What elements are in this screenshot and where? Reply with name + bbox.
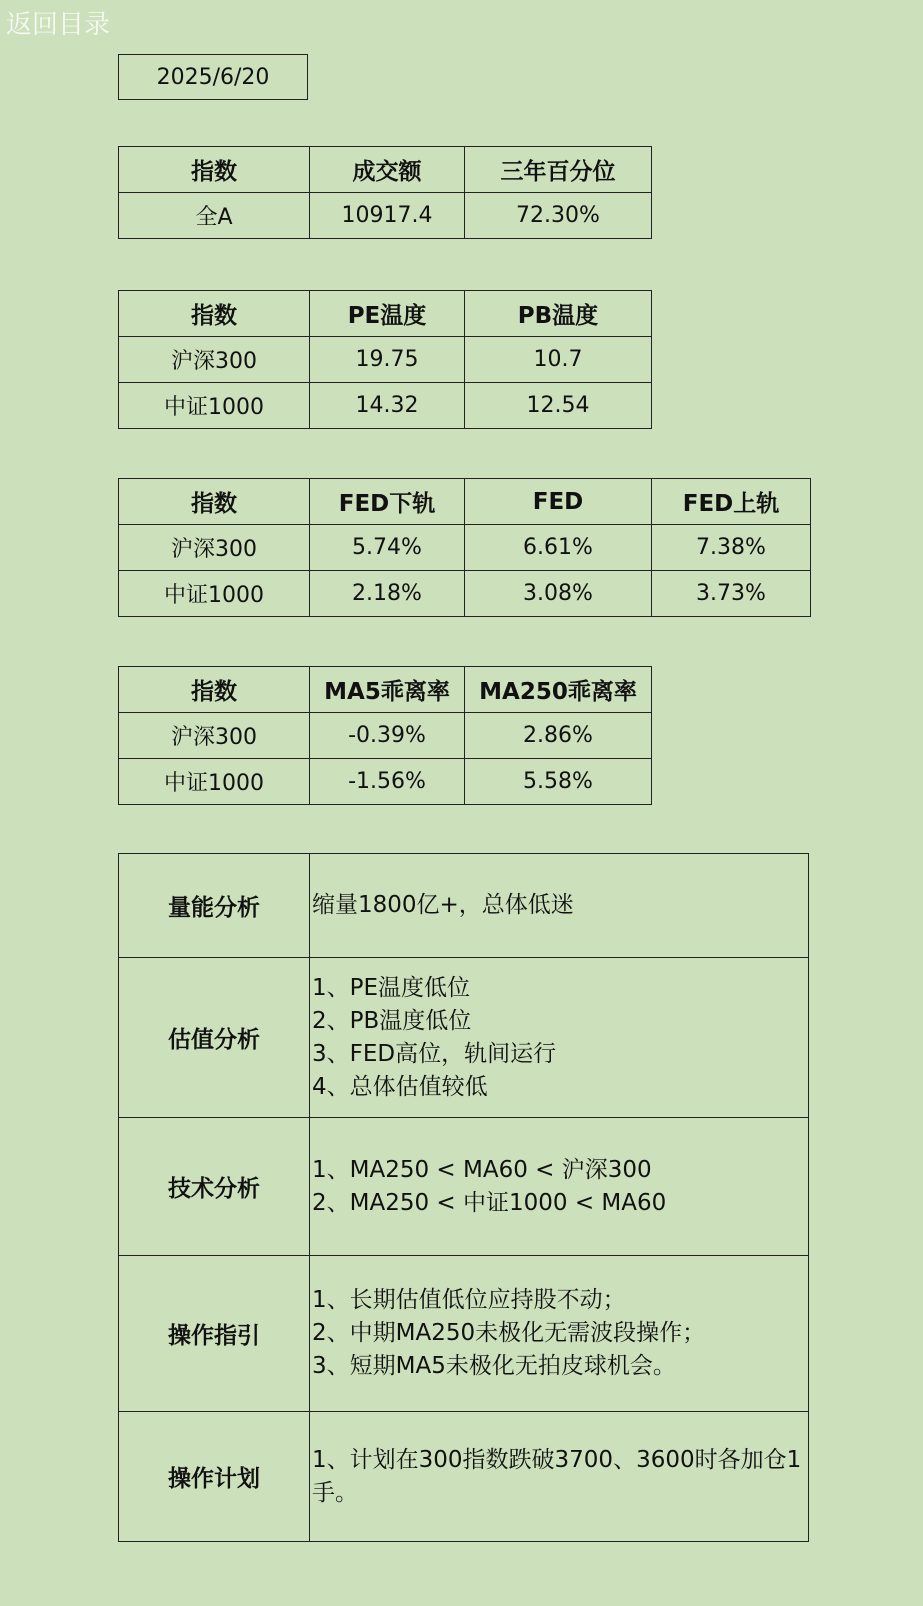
table-cell: -0.39% xyxy=(310,713,465,759)
table-cell: 7.38% xyxy=(652,525,811,571)
column-header: MA250乖离率 xyxy=(465,667,652,713)
table-cell: 5.74% xyxy=(310,525,465,571)
analysis-line: 2、PB温度低位 xyxy=(312,1007,472,1034)
temperature-table xyxy=(118,290,652,429)
table-row xyxy=(119,759,652,805)
table-row xyxy=(119,713,652,759)
table-cell: 全A xyxy=(119,193,310,239)
turnover-table xyxy=(118,146,652,239)
analysis-label: 操作指引 xyxy=(119,1256,310,1412)
analysis-row-valuation xyxy=(119,958,809,1118)
analysis-line: 4、总体估值较低 xyxy=(312,1073,488,1100)
table-row xyxy=(119,383,652,429)
column-header: FED xyxy=(465,479,652,525)
column-header: FED上轨 xyxy=(652,479,811,525)
analysis-label: 操作计划 xyxy=(119,1412,310,1542)
column-header: MA5乖离率 xyxy=(310,667,465,713)
table-cell: 3.73% xyxy=(652,571,811,617)
analysis-row-volume xyxy=(119,854,809,958)
analysis-line: 缩量1800亿+，总体低迷 xyxy=(312,892,574,918)
analysis-line: 2、中期MA250未极化无需波段操作； xyxy=(312,1320,706,1346)
analysis-label: 估值分析 xyxy=(119,958,310,1118)
table-cell: 3.08% xyxy=(465,571,652,617)
table-cell: 12.54 xyxy=(465,383,652,429)
table-cell: -1.56% xyxy=(310,759,465,805)
table-cell: 5.58% xyxy=(465,759,652,805)
column-header: PE温度 xyxy=(310,291,465,337)
column-header: 指数 xyxy=(119,667,310,713)
deviation-table xyxy=(118,666,652,805)
analysis-content xyxy=(310,854,809,958)
table-header-row xyxy=(119,667,652,713)
table-cell: 沪深300 xyxy=(119,713,310,759)
analysis-content xyxy=(310,958,809,1118)
table-row xyxy=(119,337,652,383)
analysis-line: 3、短期MA5未极化无拍皮球机会。 xyxy=(312,1353,676,1379)
fed-table xyxy=(118,478,811,617)
table-row xyxy=(119,525,811,571)
analysis-row-plan xyxy=(119,1412,809,1542)
analysis-line: 1、计划在300指数跌破3700、3600时各加仓1手。 xyxy=(312,1446,802,1506)
table-header-row xyxy=(119,291,652,337)
analysis-line: 2、MA250 < 中证1000 < MA60 xyxy=(312,1189,667,1216)
table-cell: 14.32 xyxy=(310,383,465,429)
table-row xyxy=(119,571,811,617)
table-header-row xyxy=(119,479,811,525)
column-header: PB温度 xyxy=(465,291,652,337)
column-header: 指数 xyxy=(119,147,310,193)
analysis-label: 技术分析 xyxy=(119,1118,310,1256)
date-label: 2025/6/20 xyxy=(118,54,308,100)
analysis-line: 1、PE温度低位 xyxy=(312,974,471,1001)
table-cell: 中证1000 xyxy=(119,383,310,429)
analysis-table xyxy=(118,853,809,1542)
table-cell: 10917.4 xyxy=(310,193,465,239)
analysis-line: 1、长期估值低位应持股不动； xyxy=(312,1287,626,1313)
table-cell: 2.18% xyxy=(310,571,465,617)
back-to-contents-link[interactable]: 返回目录 xyxy=(6,10,111,40)
table-cell: 10.7 xyxy=(465,337,652,383)
table-cell: 6.61% xyxy=(465,525,652,571)
table-row xyxy=(119,193,652,239)
table-cell: 沪深300 xyxy=(119,337,310,383)
table-cell: 72.30% xyxy=(465,193,652,239)
table-header-row xyxy=(119,147,652,193)
analysis-line: 1、MA250 < MA60 < 沪深300 xyxy=(312,1156,652,1183)
analysis-content xyxy=(310,1118,809,1256)
analysis-content xyxy=(310,1256,809,1412)
analysis-row-guidance xyxy=(119,1256,809,1412)
table-cell: 沪深300 xyxy=(119,525,310,571)
column-header: 指数 xyxy=(119,291,310,337)
analysis-content xyxy=(310,1412,809,1542)
table-cell: 中证1000 xyxy=(119,759,310,805)
column-header: 三年百分位 xyxy=(465,147,652,193)
table-cell: 19.75 xyxy=(310,337,465,383)
analysis-line: 3、FED高位，轨间运行 xyxy=(312,1040,557,1067)
analysis-label: 量能分析 xyxy=(119,854,310,958)
table-cell: 2.86% xyxy=(465,713,652,759)
column-header: FED下轨 xyxy=(310,479,465,525)
table-cell: 中证1000 xyxy=(119,571,310,617)
column-header: 成交额 xyxy=(310,147,465,193)
analysis-row-technical xyxy=(119,1118,809,1256)
column-header: 指数 xyxy=(119,479,310,525)
